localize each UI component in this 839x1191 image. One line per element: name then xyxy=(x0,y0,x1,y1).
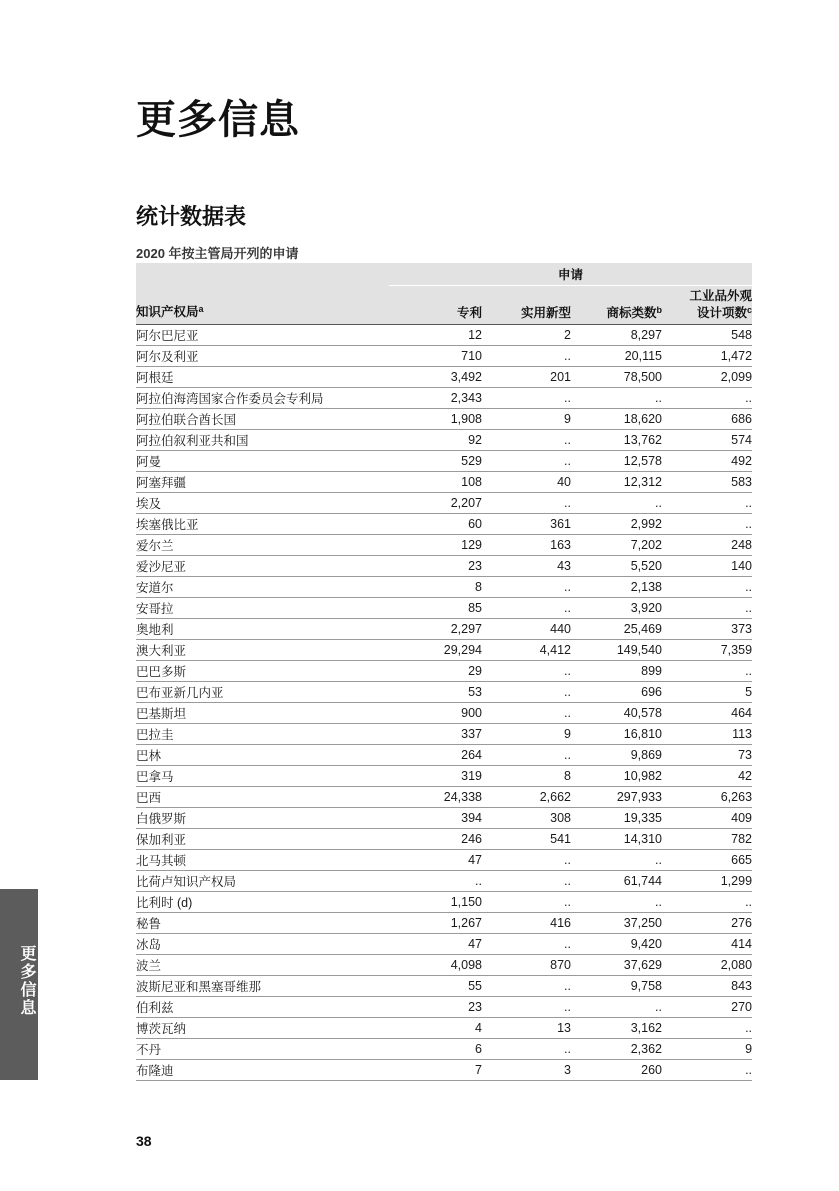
section-title: 统计数据表 xyxy=(136,205,247,230)
patents-cell: 337 xyxy=(389,724,482,745)
patents-cell: 710 xyxy=(389,346,482,367)
office-name-cell: 阿曼 xyxy=(136,451,389,472)
table-row xyxy=(136,934,752,955)
page-number: 38 xyxy=(136,1133,152,1149)
table-row xyxy=(136,829,752,850)
utility-models-cell: 9 xyxy=(482,724,571,745)
designs-cell: .. xyxy=(662,661,752,682)
designs-cell: 270 xyxy=(662,997,752,1018)
utility-models-cell: .. xyxy=(482,451,571,472)
office-name-cell: 比荷卢知识产权局 xyxy=(136,871,389,892)
table-row xyxy=(136,514,752,535)
office-name-cell: 巴林 xyxy=(136,745,389,766)
column-header-office-label: 知识产权局 xyxy=(136,305,199,319)
table-row xyxy=(136,367,752,388)
office-name-cell: 阿拉伯联合酋长国 xyxy=(136,409,389,430)
utility-models-cell: 9 xyxy=(482,409,571,430)
table-row xyxy=(136,850,752,871)
office-name-cell: 埃塞俄比亚 xyxy=(136,514,389,535)
designs-cell: .. xyxy=(662,892,752,913)
statistics-table-container xyxy=(136,263,752,1081)
footnote-marker: b xyxy=(656,305,662,315)
patents-cell: 246 xyxy=(389,829,482,850)
utility-models-cell: 541 xyxy=(482,829,571,850)
office-name-cell: 爱沙尼亚 xyxy=(136,556,389,577)
office-name-cell: 白俄罗斯 xyxy=(136,808,389,829)
table-row xyxy=(136,871,752,892)
designs-cell: 414 xyxy=(662,934,752,955)
table-row xyxy=(136,388,752,409)
designs-cell: .. xyxy=(662,514,752,535)
designs-cell: 5 xyxy=(662,682,752,703)
patents-cell: 53 xyxy=(389,682,482,703)
patents-cell: 55 xyxy=(389,976,482,997)
trademarks-cell: 37,250 xyxy=(571,913,662,934)
designs-cell: 1,472 xyxy=(662,346,752,367)
trademarks-cell: 9,758 xyxy=(571,976,662,997)
designs-cell: .. xyxy=(662,493,752,514)
table-row xyxy=(136,997,752,1018)
trademarks-cell: 149,540 xyxy=(571,640,662,661)
trademarks-cell: 2,992 xyxy=(571,514,662,535)
patents-cell: 6 xyxy=(389,1039,482,1060)
patents-cell: 23 xyxy=(389,556,482,577)
patents-cell: 47 xyxy=(389,934,482,955)
office-name-cell: 安哥拉 xyxy=(136,598,389,619)
designs-cell: 113 xyxy=(662,724,752,745)
trademarks-cell: 297,933 xyxy=(571,787,662,808)
trademarks-cell: 2,138 xyxy=(571,577,662,598)
utility-models-cell: .. xyxy=(482,745,571,766)
utility-models-cell: .. xyxy=(482,892,571,913)
designs-cell: 464 xyxy=(662,703,752,724)
designs-cell: .. xyxy=(662,598,752,619)
utility-models-cell: .. xyxy=(482,430,571,451)
designs-cell: 665 xyxy=(662,850,752,871)
office-name-cell: 布隆迪 xyxy=(136,1060,389,1081)
office-name-cell: 波兰 xyxy=(136,955,389,976)
office-name-cell: 阿尔及利亚 xyxy=(136,346,389,367)
table-row xyxy=(136,892,752,913)
trademarks-cell: 25,469 xyxy=(571,619,662,640)
trademarks-cell: 12,578 xyxy=(571,451,662,472)
utility-models-cell: 4,412 xyxy=(482,640,571,661)
utility-models-cell: 2 xyxy=(482,325,571,346)
group-header-applications: 申请 xyxy=(389,263,752,286)
table-row xyxy=(136,661,752,682)
trademarks-cell: 3,162 xyxy=(571,1018,662,1039)
utility-models-cell: 201 xyxy=(482,367,571,388)
column-header-utility-models: 实用新型 xyxy=(482,286,571,325)
table-row xyxy=(136,577,752,598)
office-name-cell: 巴布亚新几内亚 xyxy=(136,682,389,703)
patents-cell: 1,150 xyxy=(389,892,482,913)
utility-models-cell: 13 xyxy=(482,1018,571,1039)
designs-cell: .. xyxy=(662,388,752,409)
trademarks-cell: 12,312 xyxy=(571,472,662,493)
table-row xyxy=(136,745,752,766)
office-name-cell: 冰岛 xyxy=(136,934,389,955)
office-name-cell: 巴巴多斯 xyxy=(136,661,389,682)
trademarks-cell: 260 xyxy=(571,1060,662,1081)
column-header-designs-line2: 设计项数 xyxy=(696,306,747,320)
designs-cell: 248 xyxy=(662,535,752,556)
designs-cell: 373 xyxy=(662,619,752,640)
designs-cell: 843 xyxy=(662,976,752,997)
header-blank-cell xyxy=(136,263,389,286)
utility-models-cell: .. xyxy=(482,850,571,871)
patents-cell: 1,908 xyxy=(389,409,482,430)
table-row xyxy=(136,682,752,703)
patents-cell: 60 xyxy=(389,514,482,535)
patents-cell: 319 xyxy=(389,766,482,787)
trademarks-cell: 8,297 xyxy=(571,325,662,346)
page-title: 更多信息 xyxy=(136,97,300,143)
column-header-office xyxy=(136,286,389,325)
column-header-trademarks-label: 商标类数 xyxy=(606,306,657,320)
patents-cell: 92 xyxy=(389,430,482,451)
table-row xyxy=(136,787,752,808)
table-row xyxy=(136,409,752,430)
patents-cell: .. xyxy=(389,871,482,892)
utility-models-cell: .. xyxy=(482,976,571,997)
utility-models-cell: 3 xyxy=(482,1060,571,1081)
column-header-designs xyxy=(662,286,752,325)
patents-cell: 900 xyxy=(389,703,482,724)
designs-cell: 583 xyxy=(662,472,752,493)
footnote-marker: c xyxy=(747,305,753,315)
utility-models-cell: .. xyxy=(482,1039,571,1060)
applications-table xyxy=(136,263,752,1081)
designs-cell: 492 xyxy=(662,451,752,472)
trademarks-cell: 40,578 xyxy=(571,703,662,724)
office-name-cell: 澳大利亚 xyxy=(136,640,389,661)
trademarks-cell: 20,115 xyxy=(571,346,662,367)
column-header-designs-line1: 工业品外观 xyxy=(689,289,753,303)
trademarks-cell: 7,202 xyxy=(571,535,662,556)
utility-models-cell: .. xyxy=(482,997,571,1018)
trademarks-cell: 899 xyxy=(571,661,662,682)
patents-cell: 24,338 xyxy=(389,787,482,808)
table-row xyxy=(136,766,752,787)
office-name-cell: 巴拿马 xyxy=(136,766,389,787)
office-name-cell: 不丹 xyxy=(136,1039,389,1060)
office-name-cell: 巴基斯坦 xyxy=(136,703,389,724)
designs-cell: 9 xyxy=(662,1039,752,1060)
office-name-cell: 波斯尼亚和黑塞哥维那 xyxy=(136,976,389,997)
designs-cell: 6,263 xyxy=(662,787,752,808)
designs-cell: 782 xyxy=(662,829,752,850)
trademarks-cell: 16,810 xyxy=(571,724,662,745)
trademarks-cell: 9,420 xyxy=(571,934,662,955)
designs-cell: 73 xyxy=(662,745,752,766)
table-row xyxy=(136,640,752,661)
table-row xyxy=(136,472,752,493)
trademarks-cell: 10,982 xyxy=(571,766,662,787)
patents-cell: 47 xyxy=(389,850,482,871)
office-name-cell: 保加利亚 xyxy=(136,829,389,850)
utility-models-cell: 40 xyxy=(482,472,571,493)
office-name-cell: 伯利兹 xyxy=(136,997,389,1018)
trademarks-cell: 3,920 xyxy=(571,598,662,619)
table-row xyxy=(136,808,752,829)
office-name-cell: 巴拉圭 xyxy=(136,724,389,745)
table-row xyxy=(136,493,752,514)
patents-cell: 264 xyxy=(389,745,482,766)
trademarks-cell: 19,335 xyxy=(571,808,662,829)
column-header-patents: 专利 xyxy=(389,286,482,325)
utility-models-cell: 361 xyxy=(482,514,571,535)
utility-models-cell: .. xyxy=(482,934,571,955)
utility-models-cell: .. xyxy=(482,388,571,409)
utility-models-cell: .. xyxy=(482,661,571,682)
table-row xyxy=(136,535,752,556)
patents-cell: 108 xyxy=(389,472,482,493)
designs-cell: 42 xyxy=(662,766,752,787)
office-name-cell: 博茨瓦纳 xyxy=(136,1018,389,1039)
table-body xyxy=(136,325,752,1081)
table-row xyxy=(136,451,752,472)
table-row xyxy=(136,976,752,997)
designs-cell: 1,299 xyxy=(662,871,752,892)
designs-cell: 2,080 xyxy=(662,955,752,976)
side-section-tab xyxy=(0,889,38,1080)
patents-cell: 3,492 xyxy=(389,367,482,388)
table-row xyxy=(136,556,752,577)
office-name-cell: 阿尔巴尼亚 xyxy=(136,325,389,346)
designs-cell: .. xyxy=(662,577,752,598)
trademarks-cell: .. xyxy=(571,850,662,871)
table-row xyxy=(136,913,752,934)
table-row xyxy=(136,703,752,724)
office-name-cell: 阿拉伯叙利亚共和国 xyxy=(136,430,389,451)
office-name-cell: 安道尔 xyxy=(136,577,389,598)
patents-cell: 529 xyxy=(389,451,482,472)
utility-models-cell: 308 xyxy=(482,808,571,829)
patents-cell: 4 xyxy=(389,1018,482,1039)
trademarks-cell: 2,362 xyxy=(571,1039,662,1060)
table-row xyxy=(136,598,752,619)
designs-cell: 548 xyxy=(662,325,752,346)
patents-cell: 12 xyxy=(389,325,482,346)
utility-models-cell: .. xyxy=(482,493,571,514)
side-section-tab-label: 更多信息 xyxy=(18,945,37,1017)
trademarks-cell: .. xyxy=(571,493,662,514)
patents-cell: 2,343 xyxy=(389,388,482,409)
column-header-trademarks xyxy=(571,286,662,325)
designs-cell: 140 xyxy=(662,556,752,577)
patents-cell: 85 xyxy=(389,598,482,619)
utility-models-cell: .. xyxy=(482,682,571,703)
utility-models-cell: 8 xyxy=(482,766,571,787)
trademarks-cell: .. xyxy=(571,388,662,409)
designs-cell: .. xyxy=(662,1018,752,1039)
office-name-cell: 埃及 xyxy=(136,493,389,514)
table-caption: 2020 年按主管局开列的申请 xyxy=(136,246,299,261)
table-header xyxy=(136,263,752,325)
table-row xyxy=(136,955,752,976)
office-name-cell: 阿塞拜疆 xyxy=(136,472,389,493)
table-row xyxy=(136,1039,752,1060)
table-row xyxy=(136,724,752,745)
trademarks-cell: 13,762 xyxy=(571,430,662,451)
patents-cell: 1,267 xyxy=(389,913,482,934)
office-name-cell: 阿拉伯海湾国家合作委员会专利局 xyxy=(136,388,389,409)
patents-cell: 2,207 xyxy=(389,493,482,514)
trademarks-cell: .. xyxy=(571,892,662,913)
patents-cell: 394 xyxy=(389,808,482,829)
office-name-cell: 北马其顿 xyxy=(136,850,389,871)
trademarks-cell: 37,629 xyxy=(571,955,662,976)
patents-cell: 8 xyxy=(389,577,482,598)
utility-models-cell: 2,662 xyxy=(482,787,571,808)
patents-cell: 2,297 xyxy=(389,619,482,640)
footnote-marker: a xyxy=(198,304,204,314)
patents-cell: 7 xyxy=(389,1060,482,1081)
trademarks-cell: 9,869 xyxy=(571,745,662,766)
utility-models-cell: .. xyxy=(482,871,571,892)
table-row xyxy=(136,1018,752,1039)
utility-models-cell: .. xyxy=(482,577,571,598)
patents-cell: 29 xyxy=(389,661,482,682)
office-name-cell: 巴西 xyxy=(136,787,389,808)
utility-models-cell: 163 xyxy=(482,535,571,556)
table-row xyxy=(136,346,752,367)
trademarks-cell: 61,744 xyxy=(571,871,662,892)
designs-cell: .. xyxy=(662,1060,752,1081)
table-row xyxy=(136,325,752,346)
patents-cell: 29,294 xyxy=(389,640,482,661)
utility-models-cell: 43 xyxy=(482,556,571,577)
designs-cell: 409 xyxy=(662,808,752,829)
utility-models-cell: .. xyxy=(482,598,571,619)
utility-models-cell: .. xyxy=(482,346,571,367)
trademarks-cell: 696 xyxy=(571,682,662,703)
table-row xyxy=(136,619,752,640)
office-name-cell: 秘鲁 xyxy=(136,913,389,934)
office-name-cell: 比利时 (d) xyxy=(136,892,389,913)
designs-cell: 276 xyxy=(662,913,752,934)
office-name-cell: 爱尔兰 xyxy=(136,535,389,556)
utility-models-cell: 440 xyxy=(482,619,571,640)
trademarks-cell: 14,310 xyxy=(571,829,662,850)
designs-cell: 7,359 xyxy=(662,640,752,661)
trademarks-cell: .. xyxy=(571,997,662,1018)
designs-cell: 686 xyxy=(662,409,752,430)
utility-models-cell: 870 xyxy=(482,955,571,976)
utility-models-cell: 416 xyxy=(482,913,571,934)
office-name-cell: 奥地利 xyxy=(136,619,389,640)
patents-cell: 129 xyxy=(389,535,482,556)
trademarks-cell: 5,520 xyxy=(571,556,662,577)
patents-cell: 4,098 xyxy=(389,955,482,976)
utility-models-cell: .. xyxy=(482,703,571,724)
table-row xyxy=(136,430,752,451)
designs-cell: 2,099 xyxy=(662,367,752,388)
table-row xyxy=(136,1060,752,1081)
trademarks-cell: 78,500 xyxy=(571,367,662,388)
office-name-cell: 阿根廷 xyxy=(136,367,389,388)
designs-cell: 574 xyxy=(662,430,752,451)
patents-cell: 23 xyxy=(389,997,482,1018)
trademarks-cell: 18,620 xyxy=(571,409,662,430)
